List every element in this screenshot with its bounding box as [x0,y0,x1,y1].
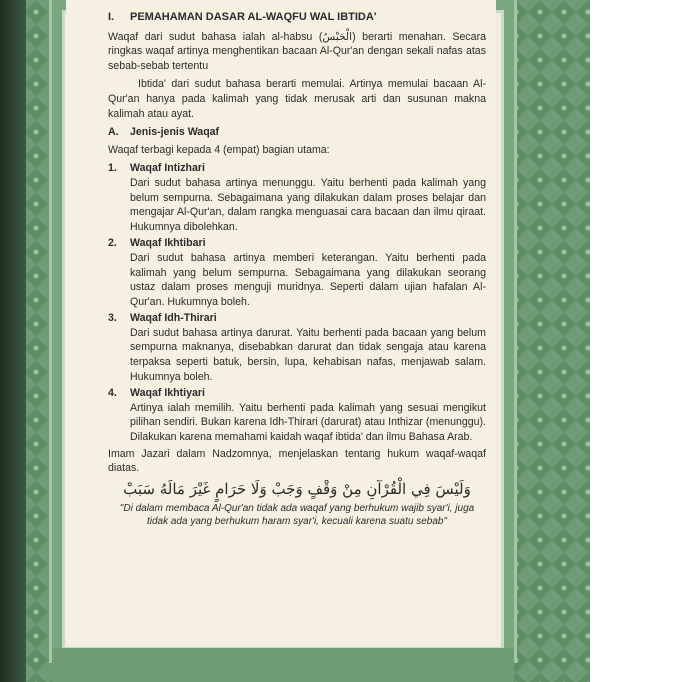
list-item-title: 1. Waqaf Intizhari [108,162,205,175]
list-item-title: 3. Waqaf Idh-Thirari [108,312,217,325]
subsection-letter: A. [108,126,119,139]
subsection-intro: Waqaf terbagi kepada 4 (empat) bagian utama: [108,143,330,156]
subsection-title: Jenis-jenis Waqaf [130,126,220,139]
ornamental-bottom-border [52,648,514,682]
section-number: I. [108,11,115,23]
list-item-body: Dari sudut bahasa artinya memberi keterangan. Yaitu berhenti pada kalimah yang belum sempurna. Sebagaimana yang dilakukan seorang ustaz dalam proses menguji muridnya. Seperti dalam ujian hafalan Al-Qur'an. Hukumnya boleh. [130,251,486,308]
paragraph-definition-ibtida: Ibtida' dari sudut bahasa berarti memulai. Artinya memulai bacaan Al-Qur'an hanya pada kalimah yang tidak merusak arti dan susunan makna kalimah atau ayat. [108,78,486,120]
book-spine-shadow [0,0,26,682]
list-item-title: 2. Waqaf Ikhtibari [108,237,206,250]
list-item-body: Artinya ialah memilih. Yaitu berhenti pada kalimah yang sesuai mengikut pilihan sendiri. Bukan karena Idh-Thirari (darurat) atau Inthizar (menunggu). Dilakukan karena memahami kaidah waqaf ibtida' dan ilmu Bahasa Arab. [130,401,486,444]
list-item-body: Dari sudut bahasa artinya menunggu. Yaitu berhenti pada kalimah yang belum sempurna. Sebagaimana yang dilakukan dalam proses belajar dan mengajar Al-Qur'an, dalam rangka menguasai cara bacaan dan ilmu qiraat. Hukumnya dibolehkan. [130,176,486,233]
arabic-verse: وَلَيْسَ فِي الْقُرْآنِ مِنْ وَقْفٍ وَجَبْ وَلَا حَرَامٍ غَيْرَ مَالَهُ سَبَبْ [123,479,471,498]
list-item-title: 4. Waqaf Ikhtiyari [108,387,205,400]
subsection-heading [108,125,486,140]
page-text [108,10,486,532]
verse-translation: "Di dalam membaca Al-Qur'an tidak ada waqaf yang berhukum wajib syar'i, juga tidak ada yang berhukum haram syar'i, kecuali karena suatu sebab" [119,503,475,528]
section-heading [108,10,486,25]
list-item-body: Dari sudut bahasa artinya darurat. Yaitu berhenti pada bacaan yang belum sempurna maknanya, disebabkan darurat dan tidak sengaja atau karena terpaksa seperti batuk, bersin, lupa, kehabisan nafas, menjawab salam. Hukumnya boleh. [130,326,486,383]
section-title: PEMAHAMAN DASAR AL-WAQFU WAL IBTIDA' [130,11,377,23]
paragraph-definition-waqaf: Waqaf dari sudut bahasa ialah al-habsu (الْحَبْسُ) berarti menahan. Secara ringkas waqaf artinya menghentikan bacaan Al-Qur'an dengan sekali nafas atas sebab-sebab tertentu [108,30,486,72]
closing-paragraph: Imam Jazari dalam Nadzomnya, menjelaskan tentang hukum waqaf-waqaf diatas. [108,447,486,475]
